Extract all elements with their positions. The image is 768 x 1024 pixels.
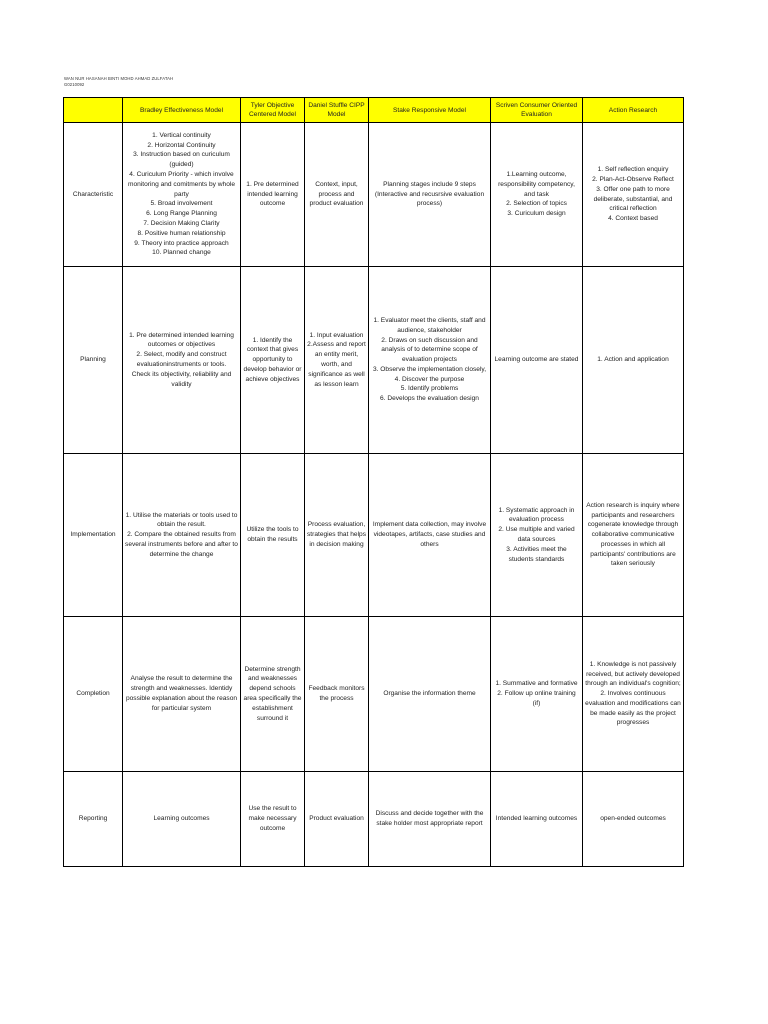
table-cell: 1. Pre determined intended learning outcome	[241, 123, 305, 267]
table-cell: open-ended outcomes	[583, 772, 684, 867]
table-cell: 1. Identify the context that gives opportunity to develop behavior or achieve objectives	[241, 267, 305, 454]
row-label-planning: Planning	[64, 267, 123, 454]
row-label-characteristic: Characteristic	[64, 123, 123, 267]
table-cell: Feedback monitors the process	[305, 617, 369, 772]
table-cell: 1. Summative and formative 2. Follow up online training (if)	[491, 617, 583, 772]
table-cell: Organise the information theme	[369, 617, 491, 772]
table-cell: Product evaluation	[305, 772, 369, 867]
table-cell: 1. Utilise the materials or tools used to obtain the result. 2. Compare the obtained results from several instruments before and after to determine the change	[123, 454, 241, 617]
table-cell: Intended learning outcomes	[491, 772, 583, 867]
col-header-tyler: Tyler Objective Centered Model	[241, 98, 305, 123]
row-label-reporting: Reporting	[64, 772, 123, 867]
table-cell: Learning outcome are stated	[491, 267, 583, 454]
col-header-bradley: Bradley Effectiveness Model	[123, 98, 241, 123]
table-cell: 1. Vertical continuity 2. Horizontal Continuity 3. Instruction based on curiculum (guided) 4. Curiculum Priority - which involve monitoring and comitments by whole party 5. Broad involvement 6. Long Range Planning 7. Decision Making Clarity 8. Positive human relationship 9. Theory into practice approach 10. Planned change	[123, 123, 241, 267]
author-name: WAN NUR HASANAH BINTI MOHD AHMAD ZULFATAH	[64, 76, 174, 81]
table-cell: 1. Systematic approach in evaluation process 2. Use multiple and varied data sources 3. Activities meet the students standards	[491, 454, 583, 617]
table-cell: 1. Self reflection enquiry 2. Plan-Act-Observe Reflect 3. Offer one path to more deliberate, substantial, and critical reflection 4. Context based	[583, 123, 684, 267]
table-cell: Implement data collection, may involve videotapes, artifacts, case studies and others	[369, 454, 491, 617]
table-cell: Use the result to make necessary outcome	[241, 772, 305, 867]
header-row	[64, 98, 684, 123]
table-cell: 1. Input evaluation 2.Assess and report an entity merit, worth, and significance as well as lesson learn	[305, 267, 369, 454]
table-cell: 1. Action and application	[583, 267, 684, 454]
document-header	[64, 76, 173, 88]
table-cell: 1. Knowledge is not passively received, but actively developed through an individual's cognition; 2. Involves continuous evaluation and modifications can be made easily as the project progresses	[583, 617, 684, 772]
table-cell: Action research is inquiry where participants and researchers cogenerate knowledge through collaborative communicative processes in which all participants' contributions are taken seriously	[583, 454, 684, 617]
table-cell: Determine strength and weaknesses depend schools area specifically the establishment surround it	[241, 617, 305, 772]
table-cell: 1. Evaluator meet the clients, staff and audience, stakeholder 2. Draws on such discussion and analysis of to determine scope of evaluation projects 3. Observe the implementation closely, 4. Discover the purpose 5. Identify problems 6. Develops the evaluation design	[369, 267, 491, 454]
col-header-action-research: Action Research	[583, 98, 684, 123]
col-header-scriven: Scriven Consumer Oriented Evaluation	[491, 98, 583, 123]
table-cell: Context, input, process and product evaluation	[305, 123, 369, 267]
col-header-stake: Stake Responsive Model	[369, 98, 491, 123]
row-label-completion: Completion	[64, 617, 123, 772]
table-cell: Process evaluation, strategies that helps in decision making	[305, 454, 369, 617]
table-row	[64, 617, 684, 772]
table-cell: Discuss and decide together with the stake holder most appropriate report	[369, 772, 491, 867]
table-row	[64, 267, 684, 454]
table-cell: Planning stages include 9 steps (Interactive and recusrsive evaluation process)	[369, 123, 491, 267]
author-id: G0210092	[64, 82, 85, 87]
row-label-implementation: Implementation	[64, 454, 123, 617]
table-cell: Learning outcomes	[123, 772, 241, 867]
table-row	[64, 772, 684, 867]
table-row	[64, 454, 684, 617]
table-cell: Analyse the result to determine the strength and weaknesses. Identidy possible explanation about the reason for particular system	[123, 617, 241, 772]
evaluation-models-table	[63, 97, 684, 867]
table-cell: 1.Learning outcome, responsibility competency, and task 2. Selection of topics 3. Curiculum design	[491, 123, 583, 267]
col-header-cipp: Daniel Stuffle CIPP Model	[305, 98, 369, 123]
table-row	[64, 123, 684, 267]
table-cell: Utilize the tools to obtain the results	[241, 454, 305, 617]
corner-cell	[64, 98, 123, 123]
table-cell: 1. Pre determined intended learning outcomes or objectives 2. Select, modify and construct evaluationinstruments or tools. Check its objectivity, reliability and validity	[123, 267, 241, 454]
